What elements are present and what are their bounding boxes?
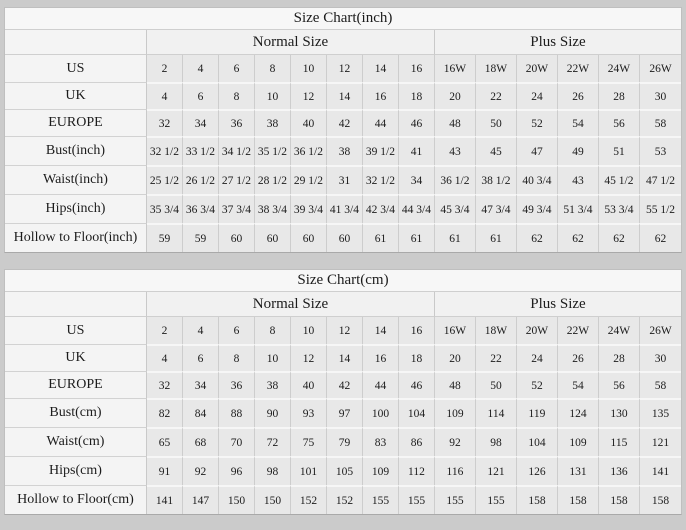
size-value-cell: 35 3/4 — [147, 194, 183, 223]
size-value-cell: 158 — [599, 485, 640, 514]
size-value-cell: 155 — [476, 485, 517, 514]
size-value-cell: 16W — [435, 317, 476, 344]
row-label: US — [5, 317, 147, 344]
size-value-cell: 98 — [476, 427, 517, 456]
size-value-cell: 92 — [183, 456, 219, 485]
size-value-cell: 4 — [147, 82, 183, 109]
table-row — [5, 371, 681, 398]
size-value-cell: 70 — [219, 427, 255, 456]
normal-size-header: Normal Size — [147, 292, 435, 317]
size-value-cell: 2 — [147, 317, 183, 344]
size-value-cell: 62 — [517, 223, 558, 252]
size-value-cell: 12 — [291, 82, 327, 109]
size-value-cell: 152 — [291, 485, 327, 514]
size-value-cell: 40 — [291, 371, 327, 398]
size-value-cell: 126 — [517, 456, 558, 485]
row-label: Waist(inch) — [5, 165, 147, 194]
size-value-cell: 135 — [640, 398, 681, 427]
size-value-cell: 35 1/2 — [255, 136, 291, 165]
size-value-cell: 45 3/4 — [435, 194, 476, 223]
size-value-cell: 48 — [435, 371, 476, 398]
size-value-cell: 46 — [399, 371, 435, 398]
size-value-cell: 50 — [476, 109, 517, 136]
corner-cell — [5, 292, 147, 317]
size-value-cell: 33 1/2 — [183, 136, 219, 165]
size-value-cell: 79 — [327, 427, 363, 456]
size-value-cell: 20 — [435, 344, 476, 371]
table-row — [5, 194, 681, 223]
size-value-cell: 32 — [147, 371, 183, 398]
size-value-cell: 16 — [363, 82, 399, 109]
size-value-cell: 10 — [291, 317, 327, 344]
normal-size-header: Normal Size — [147, 30, 435, 55]
size-value-cell: 62 — [640, 223, 681, 252]
table-row — [5, 344, 681, 371]
size-value-cell: 8 — [255, 55, 291, 82]
size-value-cell: 44 — [363, 109, 399, 136]
size-value-cell: 30 — [640, 82, 681, 109]
size-value-cell: 8 — [219, 344, 255, 371]
size-value-cell: 32 — [147, 109, 183, 136]
row-label: Bust(cm) — [5, 398, 147, 427]
size-value-cell: 104 — [399, 398, 435, 427]
size-value-cell: 90 — [255, 398, 291, 427]
size-value-cell: 91 — [147, 456, 183, 485]
table-row — [5, 485, 681, 514]
size-value-cell: 49 — [558, 136, 599, 165]
size-value-cell: 18 — [399, 344, 435, 371]
size-value-cell: 12 — [291, 344, 327, 371]
size-value-cell: 22W — [558, 55, 599, 82]
size-value-cell: 47 — [517, 136, 558, 165]
size-value-cell: 39 1/2 — [363, 136, 399, 165]
size-value-cell: 105 — [327, 456, 363, 485]
size-value-cell: 158 — [517, 485, 558, 514]
size-value-cell: 16 — [363, 344, 399, 371]
size-value-cell: 40 — [291, 109, 327, 136]
row-label: EUROPE — [5, 371, 147, 398]
size-value-cell: 100 — [363, 398, 399, 427]
column-group-row — [5, 292, 681, 317]
size-value-cell: 36 — [219, 371, 255, 398]
size-value-cell: 38 — [327, 136, 363, 165]
size-value-cell: 82 — [147, 398, 183, 427]
size-value-cell: 25 1/2 — [147, 165, 183, 194]
size-value-cell: 22 — [476, 344, 517, 371]
size-value-cell: 61 — [435, 223, 476, 252]
size-value-cell: 20W — [517, 317, 558, 344]
table-row — [5, 427, 681, 456]
size-value-cell: 112 — [399, 456, 435, 485]
size-value-cell: 119 — [517, 398, 558, 427]
size-value-cell: 43 — [435, 136, 476, 165]
size-value-cell: 24W — [599, 55, 640, 82]
size-value-cell: 42 — [327, 371, 363, 398]
row-label: Hips(cm) — [5, 456, 147, 485]
size-value-cell: 24W — [599, 317, 640, 344]
row-label: US — [5, 55, 147, 82]
size-value-cell: 26W — [640, 55, 681, 82]
size-value-cell: 116 — [435, 456, 476, 485]
size-value-cell: 53 3/4 — [599, 194, 640, 223]
size-value-cell: 47 1/2 — [640, 165, 681, 194]
size-value-cell: 45 — [476, 136, 517, 165]
row-label: UK — [5, 344, 147, 371]
size-value-cell: 48 — [435, 109, 476, 136]
size-value-cell: 34 1/2 — [219, 136, 255, 165]
size-value-cell: 16W — [435, 55, 476, 82]
size-chart-inch — [4, 7, 682, 253]
size-value-cell: 62 — [558, 223, 599, 252]
title-row — [5, 8, 681, 30]
row-label: Bust(inch) — [5, 136, 147, 165]
table-row — [5, 317, 681, 344]
size-value-cell: 65 — [147, 427, 183, 456]
row-label: Hollow to Floor(cm) — [5, 485, 147, 514]
size-value-cell: 14 — [363, 317, 399, 344]
size-value-cell: 42 — [327, 109, 363, 136]
size-value-cell: 114 — [476, 398, 517, 427]
chart-title: Size Chart(cm) — [5, 270, 681, 292]
size-value-cell: 40 3/4 — [517, 165, 558, 194]
size-value-cell: 88 — [219, 398, 255, 427]
size-value-cell: 121 — [476, 456, 517, 485]
size-value-cell: 59 — [147, 223, 183, 252]
size-value-cell: 75 — [291, 427, 327, 456]
corner-cell — [5, 30, 147, 55]
size-value-cell: 46 — [399, 109, 435, 136]
plus-size-header: Plus Size — [435, 292, 681, 317]
size-value-cell: 39 3/4 — [291, 194, 327, 223]
size-value-cell: 42 3/4 — [363, 194, 399, 223]
size-value-cell: 14 — [327, 82, 363, 109]
table-row — [5, 398, 681, 427]
size-value-cell: 150 — [255, 485, 291, 514]
table-row — [5, 109, 681, 136]
size-value-cell: 26W — [640, 317, 681, 344]
size-value-cell: 2 — [147, 55, 183, 82]
size-value-cell: 41 — [399, 136, 435, 165]
table-row — [5, 136, 681, 165]
column-group-row — [5, 30, 681, 55]
size-value-cell: 152 — [327, 485, 363, 514]
size-value-cell: 4 — [183, 55, 219, 82]
size-value-cell: 124 — [558, 398, 599, 427]
size-value-cell: 20 — [435, 82, 476, 109]
chart-title: Size Chart(inch) — [5, 8, 681, 30]
size-value-cell: 141 — [147, 485, 183, 514]
size-value-cell: 38 3/4 — [255, 194, 291, 223]
size-value-cell: 38 — [255, 371, 291, 398]
size-value-cell: 93 — [291, 398, 327, 427]
size-value-cell: 10 — [255, 344, 291, 371]
size-value-cell: 52 — [517, 371, 558, 398]
size-value-cell: 155 — [363, 485, 399, 514]
row-label: Waist(cm) — [5, 427, 147, 456]
size-value-cell: 44 — [363, 371, 399, 398]
size-value-cell: 32 1/2 — [147, 136, 183, 165]
size-value-cell: 18 — [399, 82, 435, 109]
size-value-cell: 44 3/4 — [399, 194, 435, 223]
size-value-cell: 47 3/4 — [476, 194, 517, 223]
size-value-cell: 6 — [219, 55, 255, 82]
size-value-cell: 109 — [363, 456, 399, 485]
size-value-cell: 92 — [435, 427, 476, 456]
size-value-cell: 130 — [599, 398, 640, 427]
size-value-cell: 34 — [183, 371, 219, 398]
size-value-cell: 49 3/4 — [517, 194, 558, 223]
size-value-cell: 104 — [517, 427, 558, 456]
size-value-cell: 18W — [476, 317, 517, 344]
size-value-cell: 38 — [255, 109, 291, 136]
size-value-cell: 121 — [640, 427, 681, 456]
size-value-cell: 84 — [183, 398, 219, 427]
size-value-cell: 24 — [517, 344, 558, 371]
size-value-cell: 14 — [327, 344, 363, 371]
size-value-cell: 150 — [219, 485, 255, 514]
size-value-cell: 36 1/2 — [291, 136, 327, 165]
size-value-cell: 61 — [476, 223, 517, 252]
size-value-cell: 20W — [517, 55, 558, 82]
size-value-cell: 158 — [558, 485, 599, 514]
size-value-cell: 28 — [599, 344, 640, 371]
size-value-cell: 22 — [476, 82, 517, 109]
size-value-cell: 26 1/2 — [183, 165, 219, 194]
size-value-cell: 98 — [255, 456, 291, 485]
size-value-cell: 41 3/4 — [327, 194, 363, 223]
table-row — [5, 456, 681, 485]
size-value-cell: 53 — [640, 136, 681, 165]
table-row — [5, 55, 681, 82]
size-value-cell: 18W — [476, 55, 517, 82]
size-value-cell: 36 — [219, 109, 255, 136]
size-value-cell: 30 — [640, 344, 681, 371]
size-value-cell: 54 — [558, 371, 599, 398]
size-value-cell: 4 — [183, 317, 219, 344]
size-value-cell: 68 — [183, 427, 219, 456]
row-label: UK — [5, 82, 147, 109]
size-value-cell: 32 1/2 — [363, 165, 399, 194]
size-value-cell: 36 1/2 — [435, 165, 476, 194]
size-value-cell: 10 — [255, 82, 291, 109]
size-value-cell: 61 — [363, 223, 399, 252]
size-chart-cm — [4, 269, 682, 515]
size-value-cell: 51 — [599, 136, 640, 165]
size-value-cell: 62 — [599, 223, 640, 252]
size-value-cell: 109 — [435, 398, 476, 427]
row-label: EUROPE — [5, 109, 147, 136]
size-value-cell: 60 — [255, 223, 291, 252]
size-value-cell: 6 — [183, 82, 219, 109]
size-value-cell: 136 — [599, 456, 640, 485]
size-value-cell: 28 1/2 — [255, 165, 291, 194]
table-row — [5, 82, 681, 109]
size-value-cell: 58 — [640, 109, 681, 136]
row-label: Hips(inch) — [5, 194, 147, 223]
size-chart-cm-body — [5, 317, 681, 514]
size-value-cell: 141 — [640, 456, 681, 485]
size-chart-inch-body — [5, 55, 681, 252]
size-value-cell: 43 — [558, 165, 599, 194]
size-value-cell: 16 — [399, 55, 435, 82]
size-value-cell: 34 — [399, 165, 435, 194]
size-value-cell: 31 — [327, 165, 363, 194]
table-row — [5, 165, 681, 194]
size-value-cell: 97 — [327, 398, 363, 427]
size-value-cell: 51 3/4 — [558, 194, 599, 223]
size-value-cell: 60 — [219, 223, 255, 252]
size-value-cell: 27 1/2 — [219, 165, 255, 194]
size-value-cell: 38 1/2 — [476, 165, 517, 194]
size-value-cell: 61 — [399, 223, 435, 252]
size-value-cell: 155 — [399, 485, 435, 514]
plus-size-header: Plus Size — [435, 30, 681, 55]
size-value-cell: 131 — [558, 456, 599, 485]
size-value-cell: 147 — [183, 485, 219, 514]
size-value-cell: 60 — [291, 223, 327, 252]
size-value-cell: 16 — [399, 317, 435, 344]
size-value-cell: 72 — [255, 427, 291, 456]
size-value-cell: 86 — [399, 427, 435, 456]
size-value-cell: 12 — [327, 55, 363, 82]
size-value-cell: 50 — [476, 371, 517, 398]
size-value-cell: 26 — [558, 344, 599, 371]
size-value-cell: 37 3/4 — [219, 194, 255, 223]
size-value-cell: 12 — [327, 317, 363, 344]
size-value-cell: 56 — [599, 371, 640, 398]
size-value-cell: 22W — [558, 317, 599, 344]
size-value-cell: 115 — [599, 427, 640, 456]
size-value-cell: 155 — [435, 485, 476, 514]
size-value-cell: 24 — [517, 82, 558, 109]
size-value-cell: 10 — [291, 55, 327, 82]
size-value-cell: 158 — [640, 485, 681, 514]
size-value-cell: 14 — [363, 55, 399, 82]
size-value-cell: 6 — [219, 317, 255, 344]
size-value-cell: 101 — [291, 456, 327, 485]
size-value-cell: 83 — [363, 427, 399, 456]
size-value-cell: 54 — [558, 109, 599, 136]
size-value-cell: 8 — [255, 317, 291, 344]
size-value-cell: 29 1/2 — [291, 165, 327, 194]
size-value-cell: 56 — [599, 109, 640, 136]
size-value-cell: 26 — [558, 82, 599, 109]
size-value-cell: 34 — [183, 109, 219, 136]
size-value-cell: 58 — [640, 371, 681, 398]
size-value-cell: 52 — [517, 109, 558, 136]
size-value-cell: 8 — [219, 82, 255, 109]
size-value-cell: 109 — [558, 427, 599, 456]
size-value-cell: 45 1/2 — [599, 165, 640, 194]
size-value-cell: 55 1/2 — [640, 194, 681, 223]
size-value-cell: 4 — [147, 344, 183, 371]
row-label: Hollow to Floor(inch) — [5, 223, 147, 252]
size-value-cell: 36 3/4 — [183, 194, 219, 223]
table-row — [5, 223, 681, 252]
size-value-cell: 6 — [183, 344, 219, 371]
size-value-cell: 60 — [327, 223, 363, 252]
title-row — [5, 270, 681, 292]
size-value-cell: 96 — [219, 456, 255, 485]
size-value-cell: 59 — [183, 223, 219, 252]
size-value-cell: 28 — [599, 82, 640, 109]
